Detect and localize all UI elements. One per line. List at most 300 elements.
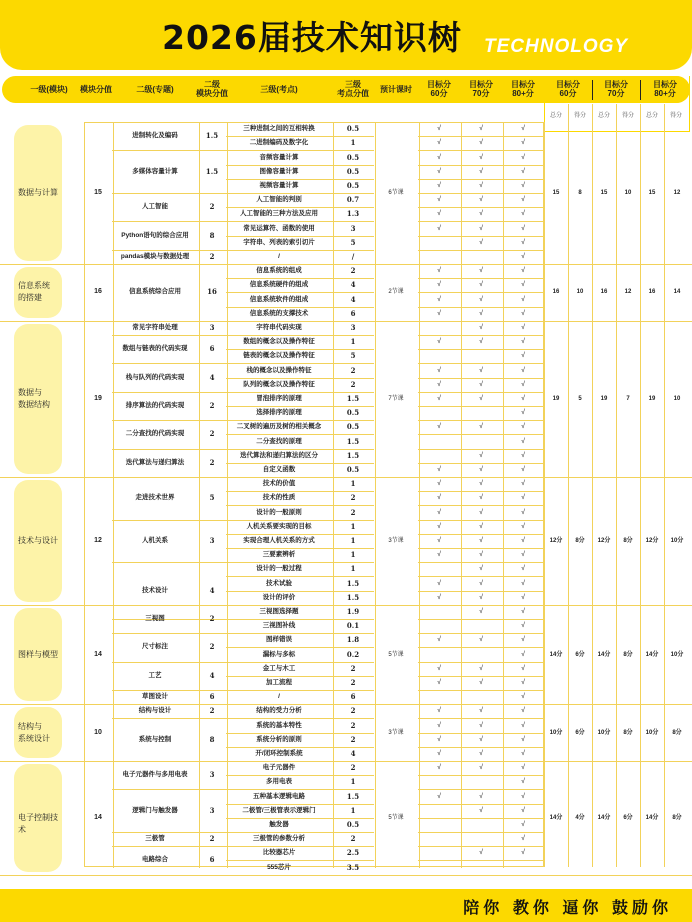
point-score: 1.5 xyxy=(346,450,360,460)
topic-name: 信息系统综合应用 xyxy=(129,288,181,296)
header-l2score-line: 二级 xyxy=(204,80,220,89)
category-label xyxy=(14,387,62,411)
point-score: 2 xyxy=(350,493,356,503)
point-name: 图像容量计算 xyxy=(259,167,299,175)
summary-value: 16 xyxy=(600,289,608,296)
row-divider xyxy=(226,647,374,648)
summary-value: 19 xyxy=(648,395,656,402)
category-label xyxy=(14,535,62,547)
point-score: 2 xyxy=(350,663,356,673)
check-mark: √ xyxy=(479,210,483,218)
point-score: 0.5 xyxy=(346,422,360,432)
row-divider xyxy=(418,165,544,166)
summary-value: 16 xyxy=(552,289,560,296)
row-divider xyxy=(226,860,374,861)
header-l1-line: 一级(模块) xyxy=(30,85,68,94)
summary-value: 10分 xyxy=(645,729,659,736)
check-mark: √ xyxy=(437,267,441,275)
header-t80-line: 80+分 xyxy=(512,89,534,98)
topic-score: 4 xyxy=(209,670,215,680)
summary-value: 12分 xyxy=(549,537,563,544)
module-score: 19 xyxy=(94,394,102,402)
subheader-0: 总分 xyxy=(549,113,562,119)
header-t80 xyxy=(502,80,544,98)
point-score: 0.5 xyxy=(346,124,360,134)
summary-value: 10 xyxy=(624,190,632,196)
header-r70-line: 70分 xyxy=(607,89,625,98)
estimated-hours: 2节课 xyxy=(388,289,404,296)
point-score: 0.5 xyxy=(346,180,360,190)
point-name: 设计的一般过程 xyxy=(256,565,302,573)
module-score: 15 xyxy=(94,189,102,196)
page-title: 2026届技术知识树 xyxy=(162,18,462,57)
summary-value: 10分 xyxy=(670,651,684,658)
point-score: 4 xyxy=(350,748,356,758)
topic-name: 电子元器件与多用电表 xyxy=(122,771,188,779)
point-score: 2 xyxy=(350,365,356,375)
check-mark: √ xyxy=(521,267,525,275)
check-mark: √ xyxy=(437,792,441,800)
row-divider xyxy=(226,662,374,663)
check-mark: √ xyxy=(479,423,483,431)
row-divider xyxy=(226,236,374,237)
summary-value: 12 xyxy=(673,190,681,196)
summary-value: 8分 xyxy=(672,814,682,821)
topic-name: 走进技术世界 xyxy=(135,494,175,502)
check-mark: √ xyxy=(479,366,483,374)
topic-name: 二分查找的代码实现 xyxy=(125,430,185,438)
point-score: 1 xyxy=(350,138,356,148)
check-mark: √ xyxy=(521,664,525,672)
summary-value: 12 xyxy=(624,289,632,296)
check-mark: √ xyxy=(521,323,525,331)
point-name: 音频容量计算 xyxy=(259,153,299,161)
check-mark: √ xyxy=(521,622,525,630)
summary-value: 4分 xyxy=(575,814,585,821)
point-score: 0.5 xyxy=(346,464,360,474)
check-mark: √ xyxy=(479,735,483,743)
check-mark: √ xyxy=(437,480,441,488)
check-mark: √ xyxy=(521,352,525,360)
summary-value: 15 xyxy=(552,190,560,196)
point-name: 漏标与多标 xyxy=(262,650,296,658)
topic-divider xyxy=(112,449,226,450)
point-name: 二叉树的遍历及树的相关概念 xyxy=(236,423,322,431)
estimated-hours: 5节课 xyxy=(388,814,404,821)
point-score: 3.5 xyxy=(346,862,360,872)
check-mark: √ xyxy=(479,707,483,715)
point-name: 图样错误 xyxy=(266,636,292,644)
point-name: 系统的基本特性 xyxy=(256,721,302,729)
estimated-hours: 5节课 xyxy=(388,651,404,658)
check-mark: √ xyxy=(437,764,441,772)
row-divider xyxy=(226,307,374,308)
category-label xyxy=(14,721,62,745)
summary-value: 8分 xyxy=(575,537,585,544)
row-divider xyxy=(418,860,544,861)
point-name: 人工智能的判别 xyxy=(256,196,302,204)
check-mark: √ xyxy=(437,664,441,672)
check-mark: √ xyxy=(437,366,441,374)
header-r60 xyxy=(544,80,592,98)
topic-divider xyxy=(112,264,226,265)
point-score: 1 xyxy=(350,479,356,489)
check-mark: √ xyxy=(437,125,441,133)
row-divider xyxy=(226,165,374,166)
topic-name: 人机关系 xyxy=(142,536,168,544)
summary-value: 14分 xyxy=(549,814,563,821)
check-mark: √ xyxy=(479,267,483,275)
summary-value: 10分 xyxy=(597,729,611,736)
check-mark: √ xyxy=(479,849,483,857)
row-divider xyxy=(418,264,544,265)
check-mark: √ xyxy=(521,522,525,530)
point-score: 2 xyxy=(350,379,356,389)
check-mark: √ xyxy=(521,551,525,559)
point-name: 二分查找的原理 xyxy=(256,437,302,445)
row-divider xyxy=(226,221,374,222)
summary-value: 10分 xyxy=(670,537,684,544)
point-name: 五种基本逻辑电路 xyxy=(253,792,305,800)
point-name: 二极管/三极管表示逻辑门 xyxy=(242,806,316,814)
point-name: 金工与木工 xyxy=(262,664,296,672)
topic-name: 进制转化及编码 xyxy=(132,132,178,140)
topic-name: 栈与队列的代码实现 xyxy=(125,373,185,381)
header-t70 xyxy=(460,80,502,98)
point-name: 电子元器件 xyxy=(262,764,296,772)
point-score: 0.5 xyxy=(346,152,360,162)
topic-divider xyxy=(112,520,226,521)
point-score: 0.1 xyxy=(346,621,360,631)
estimated-hours: 3节课 xyxy=(388,729,404,736)
check-mark: √ xyxy=(479,380,483,388)
check-mark: √ xyxy=(479,522,483,530)
topic-score: 1.5 xyxy=(205,131,219,141)
header-t60-line: 60分 xyxy=(430,89,448,98)
summary-value: 14分 xyxy=(597,651,611,658)
point-name: 人工智能的三种方法及应用 xyxy=(240,210,318,218)
header-t60 xyxy=(418,80,460,98)
check-mark: √ xyxy=(479,607,483,615)
point-score: 1.5 xyxy=(346,791,360,801)
point-score: 1 xyxy=(350,535,356,545)
point-name: 队列的概念以及操作特征 xyxy=(243,380,315,388)
check-mark: √ xyxy=(437,494,441,502)
point-score: 0.5 xyxy=(346,819,360,829)
point-score: 3 xyxy=(350,322,356,332)
check-mark: √ xyxy=(521,849,525,857)
check-mark: √ xyxy=(437,678,441,686)
check-mark: √ xyxy=(479,394,483,402)
point-name: 555芯片 xyxy=(267,863,291,871)
topic-score: 3 xyxy=(209,535,215,545)
row-divider xyxy=(226,392,374,393)
topic-score: 2 xyxy=(209,834,215,844)
header-hours-line: 预计课时 xyxy=(380,85,412,94)
point-score: 1.5 xyxy=(346,393,360,403)
summary-value: 8分 xyxy=(623,729,633,736)
check-mark: √ xyxy=(521,281,525,289)
row-divider xyxy=(226,378,374,379)
check-mark: √ xyxy=(479,309,483,317)
row-divider xyxy=(226,875,374,876)
point-name: 字符串代码实现 xyxy=(256,323,302,331)
check-mark: √ xyxy=(479,551,483,559)
module-score: 12 xyxy=(94,536,102,544)
row-divider xyxy=(418,221,544,222)
check-mark: √ xyxy=(479,196,483,204)
header-l2score-line: 模块分值 xyxy=(196,89,228,98)
check-mark: √ xyxy=(437,167,441,175)
row-divider xyxy=(226,676,374,677)
summary-divider xyxy=(592,104,593,867)
header-divider xyxy=(640,80,641,100)
header-r80-line: 80+分 xyxy=(654,89,676,98)
topic-score: 2 xyxy=(209,401,215,410)
summary-value: 16 xyxy=(648,289,656,296)
row-divider xyxy=(418,136,544,137)
topic-score: 8 xyxy=(209,734,215,744)
header-hours xyxy=(374,85,418,94)
check-mark: √ xyxy=(521,480,525,488)
title-banner xyxy=(0,0,692,70)
check-mark: √ xyxy=(521,366,525,374)
check-mark: √ xyxy=(479,295,483,303)
category-label-line: 数据结构 xyxy=(18,399,50,409)
row-divider xyxy=(418,335,544,336)
topic-score: 2 xyxy=(209,457,215,467)
module-score: 16 xyxy=(94,288,102,296)
point-name: 信息系统的组成 xyxy=(256,267,302,275)
topic-name: 多媒体容量计算 xyxy=(132,167,178,175)
check-mark: √ xyxy=(479,664,483,672)
row-divider xyxy=(418,449,544,450)
topic-score: 6 xyxy=(209,855,215,865)
summary-value: 15 xyxy=(600,190,608,196)
row-divider xyxy=(418,548,544,549)
row-divider xyxy=(418,520,544,521)
topic-divider xyxy=(112,150,226,151)
row-divider xyxy=(418,619,544,620)
row-divider xyxy=(418,846,544,847)
category-label-line: 的搭建 xyxy=(18,293,42,303)
topic-score: 6 xyxy=(209,692,215,702)
check-mark: √ xyxy=(479,721,483,729)
point-name: 字符串、列表的索引切片 xyxy=(243,238,315,246)
row-divider xyxy=(418,676,544,677)
point-score: 0.2 xyxy=(346,649,360,659)
point-score: 1.5 xyxy=(346,592,360,602)
point-score: 6 xyxy=(350,692,356,702)
check-mark: √ xyxy=(521,806,525,814)
topic-divider xyxy=(112,789,226,790)
summary-value: 14分 xyxy=(645,651,659,658)
summary-divider xyxy=(616,104,617,867)
topic-name: 结构与设计 xyxy=(138,707,172,715)
topic-divider xyxy=(112,832,226,833)
point-name: 二进制编码及数字化 xyxy=(249,139,309,147)
summary-value: 8分 xyxy=(672,729,682,736)
row-divider xyxy=(418,207,544,208)
topic-divider xyxy=(112,420,226,421)
category-label-line: 系统设计 xyxy=(18,733,50,743)
check-mark: √ xyxy=(479,593,483,601)
check-mark: √ xyxy=(479,281,483,289)
row-divider xyxy=(418,250,544,251)
check-mark: √ xyxy=(521,593,525,601)
row-divider xyxy=(226,775,374,776)
check-mark: √ xyxy=(437,749,441,757)
row-divider xyxy=(418,406,544,407)
summary-value: 12分 xyxy=(597,537,611,544)
topic-score: 2 xyxy=(209,429,215,439)
check-mark: √ xyxy=(437,295,441,303)
check-mark: √ xyxy=(479,181,483,189)
row-divider xyxy=(226,562,374,563)
check-mark: √ xyxy=(521,636,525,644)
row-divider xyxy=(418,392,544,393)
topic-score: 3 xyxy=(209,770,215,780)
category-label-line: 技术与设计 xyxy=(18,535,58,545)
column-divider xyxy=(375,123,376,868)
point-score: 1 xyxy=(350,337,356,347)
topic-score: 2 xyxy=(209,642,215,652)
row-divider xyxy=(418,236,544,237)
row-divider xyxy=(418,505,544,506)
subheader-2: 总分 xyxy=(597,113,610,119)
point-name: 多用电表 xyxy=(266,778,292,786)
point-name: 三要素辨析 xyxy=(262,551,296,559)
check-mark: √ xyxy=(437,551,441,559)
header-l1score xyxy=(76,85,116,94)
point-name: 技术的性质 xyxy=(262,494,296,502)
summary-value: 14分 xyxy=(549,651,563,658)
header-l1score-line: 模块分值 xyxy=(80,85,112,94)
row-divider xyxy=(418,562,544,563)
check-mark: √ xyxy=(521,778,525,786)
topic-name: 逻辑门与触发器 xyxy=(132,806,178,814)
summary-value: 19 xyxy=(600,395,608,402)
row-divider xyxy=(418,662,544,663)
row-divider xyxy=(418,576,544,577)
topic-divider xyxy=(112,875,226,876)
check-mark: √ xyxy=(437,707,441,715)
summary-value: 6分 xyxy=(623,814,633,821)
summary-value: 14分 xyxy=(597,814,611,821)
topic-name: 常见字符串处理 xyxy=(132,323,178,331)
topic-divider xyxy=(112,690,226,691)
check-mark: √ xyxy=(521,167,525,175)
row-divider xyxy=(226,633,374,634)
header-l3-line: 三级(考点) xyxy=(260,85,298,94)
topic-name: 草图设计 xyxy=(142,693,168,701)
row-divider xyxy=(226,605,374,606)
topic-divider xyxy=(112,250,226,251)
topic-name: 三视图 xyxy=(145,615,165,622)
check-mark: √ xyxy=(521,394,525,402)
row-divider xyxy=(226,733,374,734)
check-mark: √ xyxy=(521,465,525,473)
check-mark: √ xyxy=(521,735,525,743)
check-mark: √ xyxy=(437,196,441,204)
category-label-line: 电子控制技术 xyxy=(18,812,58,834)
check-mark: √ xyxy=(479,565,483,573)
row-divider xyxy=(418,420,544,421)
topic-divider xyxy=(112,662,226,663)
header-l3score xyxy=(332,80,374,98)
check-mark: √ xyxy=(479,465,483,473)
check-mark: √ xyxy=(521,224,525,232)
topic-score: 3 xyxy=(209,805,215,815)
point-name: 信息系统的支撑技术 xyxy=(249,309,309,317)
summary-column xyxy=(544,122,690,867)
summary-value: 12分 xyxy=(645,537,659,544)
row-divider xyxy=(418,605,544,606)
subheader-5: 得分 xyxy=(669,113,682,119)
summary-value: 10 xyxy=(673,395,681,402)
topic-name: 数组与链表的代码实现 xyxy=(122,345,188,353)
category-label xyxy=(14,280,62,304)
check-mark: √ xyxy=(479,792,483,800)
point-name: 技术试验 xyxy=(266,579,292,587)
check-mark: √ xyxy=(521,707,525,715)
row-divider xyxy=(418,321,544,322)
row-divider xyxy=(226,818,374,819)
check-mark: √ xyxy=(521,721,525,729)
header-l1 xyxy=(16,85,82,94)
point-name: 三极管的参数分析 xyxy=(253,835,305,843)
check-mark: √ xyxy=(521,579,525,587)
point-score: / xyxy=(351,251,355,261)
check-mark: √ xyxy=(437,224,441,232)
point-score: 1.9 xyxy=(346,606,360,616)
topic-name: pandas模块与数据处理 xyxy=(120,252,190,260)
point-score: 1 xyxy=(350,777,356,787)
topic-divider xyxy=(112,704,226,705)
category-label-line: 结构与 xyxy=(18,721,42,731)
header-t60-line: 目标分 xyxy=(427,80,451,89)
point-name: 人机关系要实现的目标 xyxy=(246,522,312,530)
check-mark: √ xyxy=(479,153,483,161)
row-divider xyxy=(418,633,544,634)
point-score: 2 xyxy=(350,266,356,276)
row-divider xyxy=(418,875,544,876)
row-divider xyxy=(418,363,544,364)
check-mark: √ xyxy=(437,281,441,289)
topic-score: 1.5 xyxy=(205,166,219,176)
summary-value: 19 xyxy=(552,395,560,402)
estimated-hours: 6节课 xyxy=(388,190,404,196)
row-divider xyxy=(226,491,374,492)
check-mark: √ xyxy=(521,125,525,133)
row-divider xyxy=(226,292,374,293)
row-divider xyxy=(226,363,374,364)
point-score: 1 xyxy=(350,521,356,531)
row-divider xyxy=(226,193,374,194)
check-mark: √ xyxy=(521,678,525,686)
summary-value: 8分 xyxy=(623,651,633,658)
topic-score: 2 xyxy=(209,251,215,261)
topic-score: 4 xyxy=(209,372,215,382)
header-l3score-line: 考点分值 xyxy=(337,89,369,98)
point-name: 栈的概念以及操作特征 xyxy=(246,366,312,374)
row-divider xyxy=(226,264,374,265)
module-score: 14 xyxy=(94,813,102,821)
point-name: 选择排序的原理 xyxy=(256,409,302,417)
topic-name: 技术设计 xyxy=(142,586,168,594)
check-mark: √ xyxy=(437,338,441,346)
row-divider xyxy=(418,349,544,350)
